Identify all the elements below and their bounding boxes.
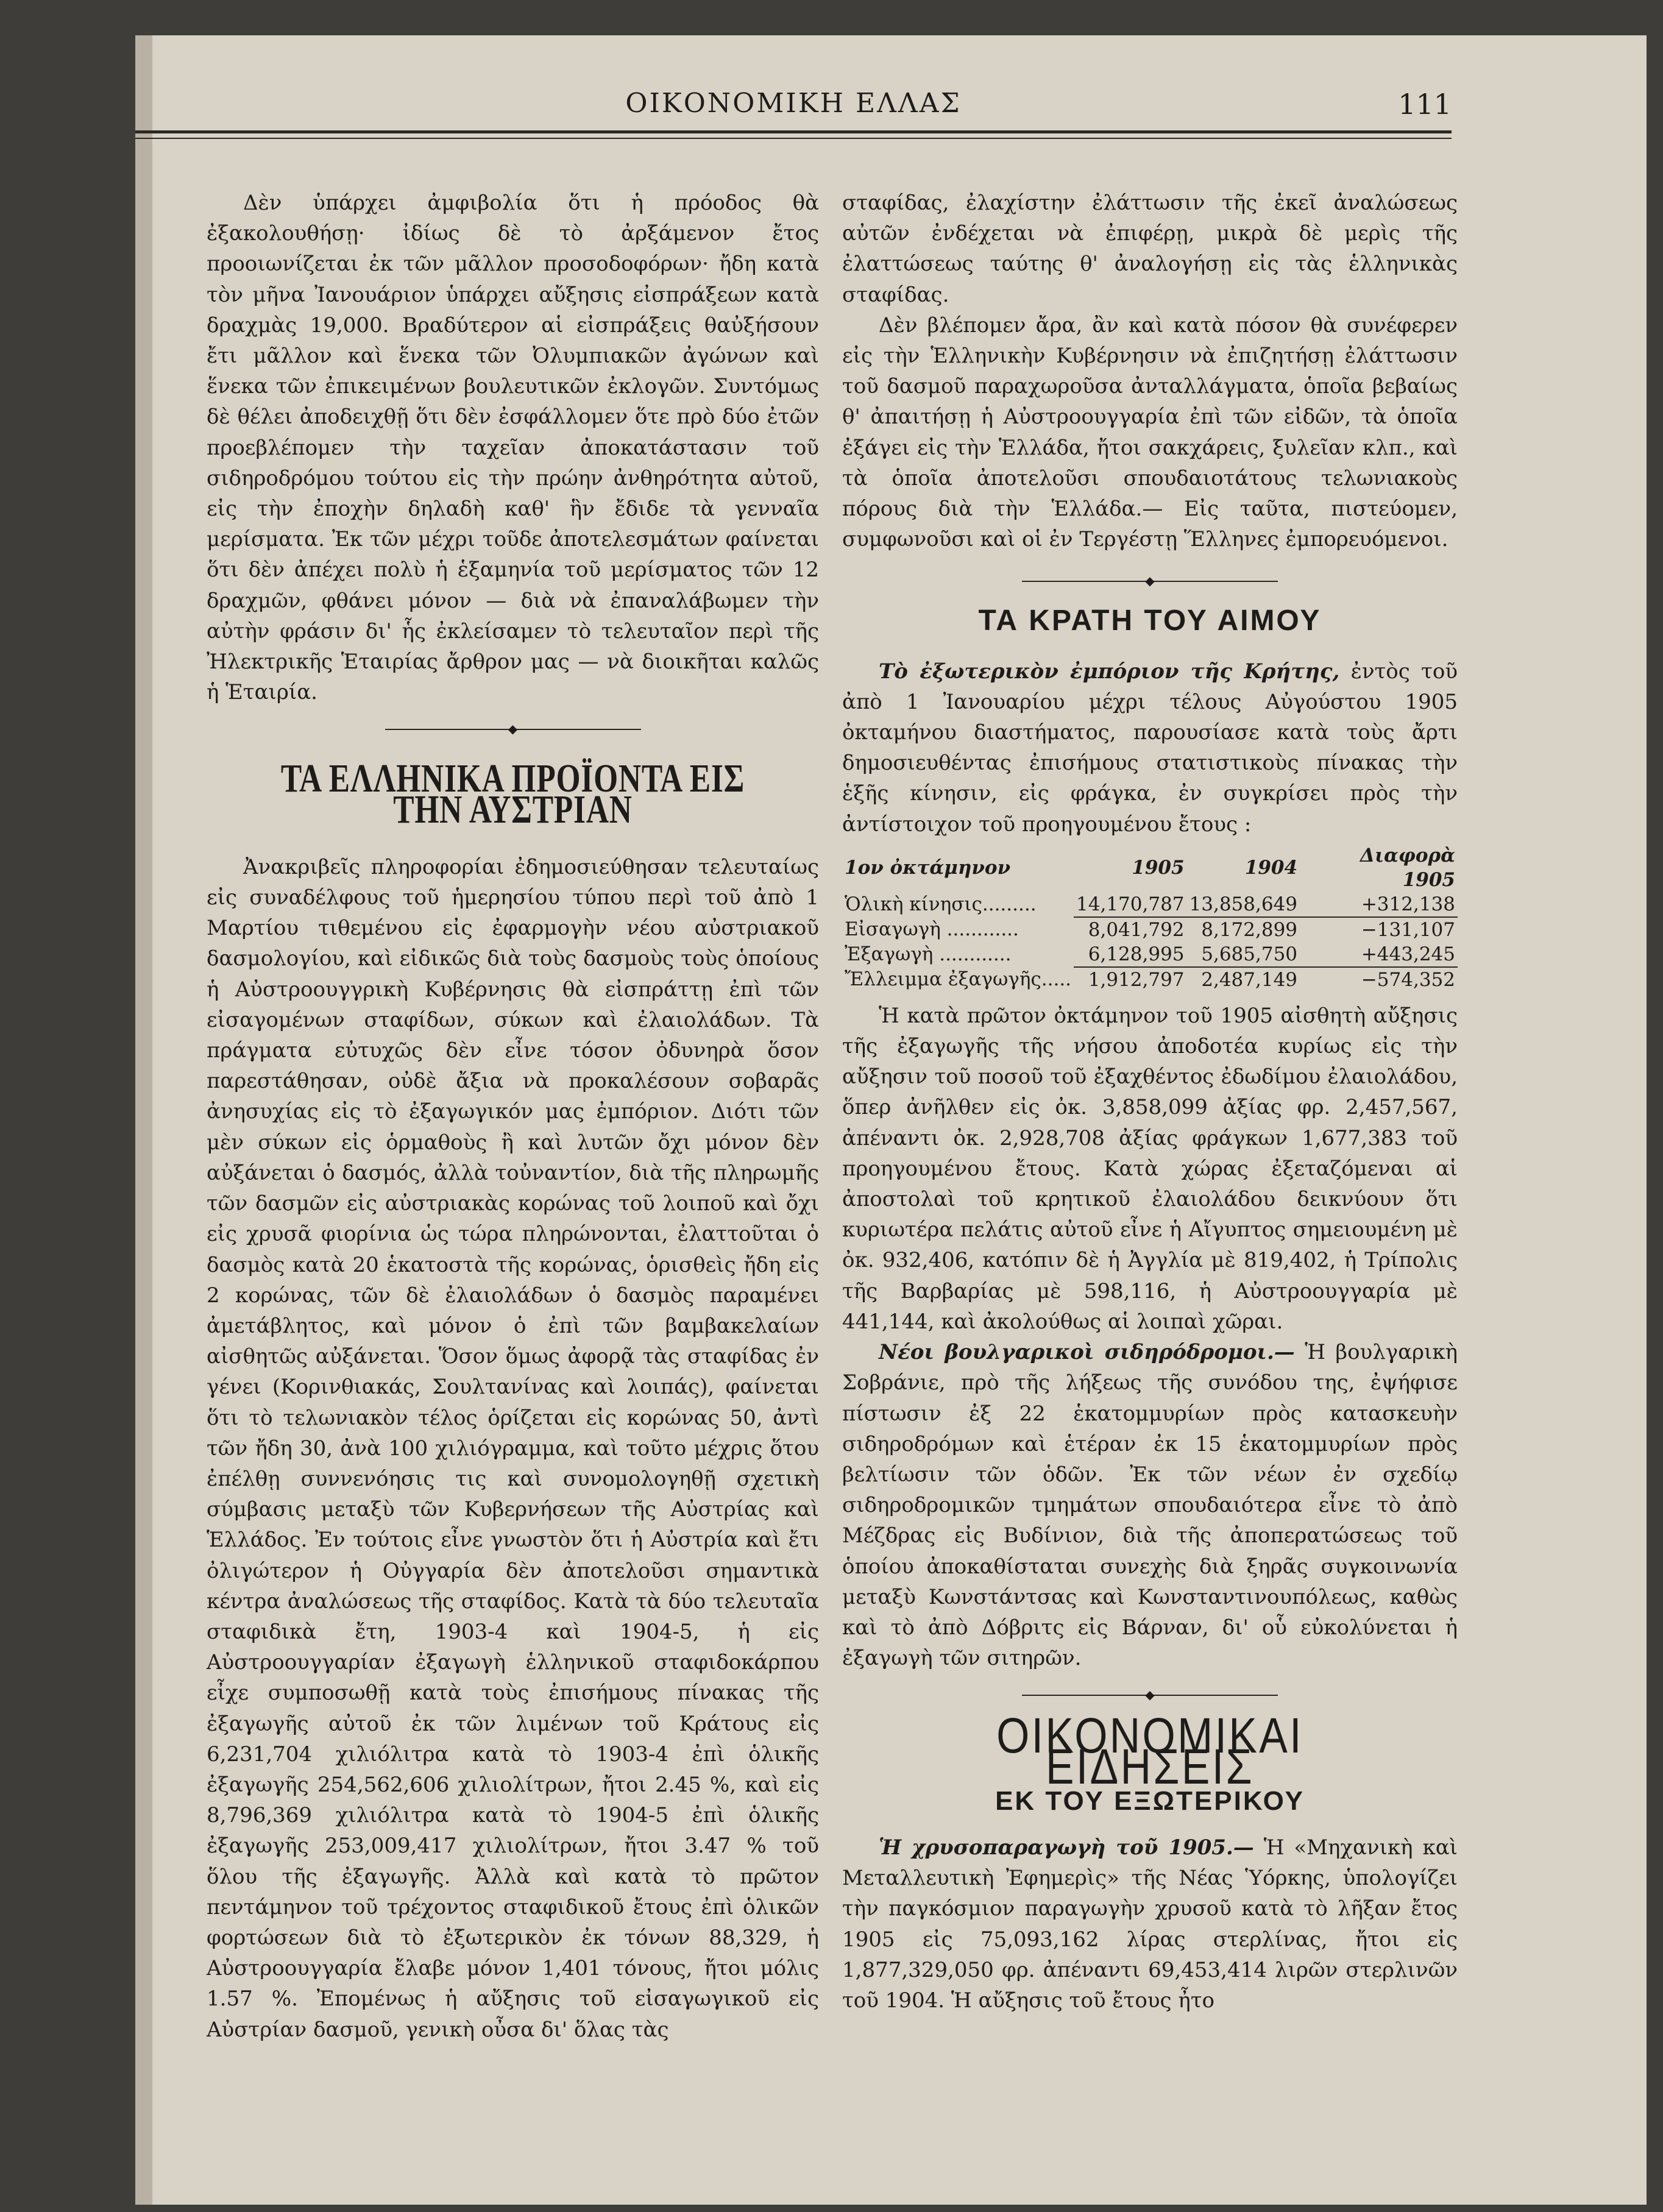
crete-paragraph: [842, 656, 1458, 840]
value-diff: −131,107: [1361, 918, 1455, 941]
table-header-cell: Διαφορὰ 1905: [1360, 844, 1455, 891]
row-label: Ὁλικὴ κίνησις.........: [845, 893, 1037, 916]
section-title-news: ΟΙΚΟΝΟΜΙΚΑΙ ΕΙΔΗΣΕΙΣ: [996, 1708, 1303, 1795]
right-column: [842, 188, 1458, 2016]
row-label: Ἐξαγωγὴ ............: [845, 943, 1012, 966]
table-row: [842, 967, 1458, 992]
table-row: [842, 942, 1458, 967]
bulgaria-paragraph: [842, 1337, 1458, 1673]
page-number: 111: [1398, 88, 1452, 121]
left-column: [207, 188, 819, 2045]
divider-ornament-icon: ◆: [1145, 573, 1155, 589]
table-header-cell: 1ον ὀκτάμηνον: [845, 856, 1011, 879]
austria-paragraph: Ἀνακριβεῖς πληροφορίαι ἐδημοσιεύθησαν τελευταίως εἰς συναδέλφους τοῦ ἡμερησίου τύπου περὶ τοῦ ἀπὸ 1 Μαρτίου τιθεμένου εἰς ἐφαρμογὴν νέου αὐστριακοῦ δασμολογίου, καὶ εἰδικῶς διὰ τοὺς δασμοὺς τοὺς ὁποίους ἡ Αὐστροουγγρικὴ Κυβέρνησις θὰ εἰσπράττῃ ἐπὶ τῶν εἰσαγομένων σταφίδων, σύκων καὶ ἐλαιολάδων. Τὰ πράγματα εὐτυχῶς δὲν εἶνε τόσον ὀδυνηρὰ ὅσον παρεστάθησαν, οὐδὲ ἄξια νὰ προκαλέσουν σοβαρᾶς ἀνησυχίας εἰς τὸ ἐξαγωγικόν μας ἐμπόριον. Διότι τῶν μὲν σύκων εἰς ὁρμαθοὺς ἢ καὶ λυτῶν ὄχι μόνον δὲν αὐξάνεται ὁ δασμός, ἀλλὰ τοὐναντίον, διὰ τῆς πληρωμῆς τῶν δασμῶν εἰς αὐστριακὰς κορώνας τοῦ λοιποῦ καὶ ὄχι εἰς χρυσᾶ φιορίνια ὡς τώρα πληρώνονται, ἐλαττοῦται ὁ δασμὸς κατὰ 20 ἑκατοστὰ τῆς κορώνας, ὁρισθεὶς ἤδη εἰς 2 κορώνας, τῶν δὲ ἐλαιολάδων ὁ δασμὸς παραμένει ἀμετάβλητος, καὶ μόνον ὁ ἐπὶ τῶν βαμβακελαίων αἰσθητῶς αὐξάνεται. Ὅσον ὅμως ἀφορᾷ τὰς σταφίδας ἐν γένει (Κορινθιακάς, Σουλτανίνας καὶ λοιπάς), φαίνεται ὅτι τὸ τελωνιακὸν τέλος ὁρίζεται εἰς κορώνας 50, ἀντὶ τῶν ἤδη 30, ἀνὰ 100 χιλιόγραμμα, καὶ τοῦτο μέχρις ὅτου ἐπέλθῃ συννενόησις τις καὶ συνομολογηθῇ σχετικὴ σύμβασις μεταξὺ τῶν Κυβερνήσεων τῆς Αὐστρίας καὶ Ἑλλάδος. Ἐν τούτοις εἶνε γνωστὸν ὅτι ἡ Αὐστρία καὶ ἔτι ὀλιγώτερον ἡ Οὐγγαρία δὲν ἀποτελοῦσι σημαντικὰ κέντρα ἀναλώσεως τῆς σταφίδος. Κατὰ τὰ δύο τελευταῖα σταφιδικὰ ἔτη, 1903-4 καὶ 1904-5, ἡ εἰς Αὐστροουγγαρίαν ἐξαγωγὴ ἑλληνικοῦ σταφιδοκάρπου εἶχε συμποσωθῇ κατὰ τοὺς ἐπισήμους πίνακας τῆς ἐξαγωγῆς αὐτοῦ ἐκ τῶν λιμένων τοῦ Κράτους εἰς 6,231,704 χιλιόλιτρα κατὰ τὸ 1903-4 ἐπὶ ὁλικῆς ἐξαγωγῆς 254,562,606 χιλιολίτρων, ἤτοι 2.45 %, καὶ εἰς 8,796,369 χιλιόλιτρα κατὰ τὸ 1904-5 ἐπὶ ὁλικῆς ἐξαγωγῆς 253,009,417 χιλιολίτρων, ἤτοι 3.47 % τοῦ ὅλου τῆς ἐξαγωγῆς. Ἀλλὰ καὶ κατὰ τὸ πρῶτον πεντάμηνον τοῦ τρέχοντος σταφιδικοῦ ἔτους ἐπὶ ὁλικῶν φορτώσεων διὰ τὸ ἐξωτερικὸν ἐκ τόνων 88,329, ἡ Αὐστροουγγαρία ἔλαβε μόνον 1,401 τόνους, ἤτοι μόλις 1.57 %. Ἐπομένως ἡ αὔξησις τοῦ εἰσαγωγικοῦ εἰς Αὐστρίαν δασμοῦ, γενικὴ οὖσα δι' ὅλας τὰς: [207, 854, 819, 2042]
section-subtitle-news: ΕΚ ΤΟΥ ΕΞΩΤΕΡΙΚΟΥ: [995, 1785, 1305, 1816]
crete-text: ἐντὸς τοῦ ἀπὸ 1 Ἰανουαρίου μέχρι τέλους Αὐγούστου 1905 ὀκταμήνου διαστήματος, παρουσίασε κατὰ τοὺς ἄρτι δημοσιευθέντας ἐπισήμους στατιστικοὺς πίνακας τὴν ἑξῆς κίνησιν, εἰς φράγκα, ἐν συγκρίσει πρὸς τὴν ἀντίστοιχον τοῦ προηγουμένου ἔτους :: [842, 659, 1458, 837]
crete-trade-table: [842, 843, 1458, 992]
running-title: ΟΙΚΟΝΟΜΙΚΗ ΕΛΛΑΣ: [625, 88, 962, 119]
divider-ornament-icon: ◆: [1145, 1687, 1155, 1703]
continuation-paragraph: σταφίδας, ἐλαχίστην ἐλάττωσιν τῆς ἐκεῖ ἀναλώσεως αὐτῶν ἐνδέχεται νὰ ἐπιφέρῃ, μικρὰ δὲ μερὶς τῆς ἐλαττώσεως ταύτης θ' ἀναλογήσῃ εἰς τὰς ἑλληνικὰς σταφίδας.: [842, 191, 1458, 307]
gold-paragraph: [842, 1832, 1458, 2016]
value-1905: 8,041,792: [1088, 918, 1185, 941]
journal-page: [135, 35, 1647, 2205]
value-diff: +443,245: [1300, 942, 1458, 967]
austria-paragraph-2: Δὲν βλέπομεν ἄρα, ἂν καὶ κατὰ πόσον θὰ συνέφερεν εἰς τὴν Ἑλληνικὴν Κυβέρνησιν νὰ ἐπιζητήσῃ ἐλάττωσιν τοῦ δασμοῦ παραχωροῦσα ἀνταλλάγματα, ὁποῖα βεβαίως θ' ἀπαιτήσῃ ἡ Αὐστροουγγαρία ἐπὶ τῶν εἰδῶν, τὰ ὁποῖα ἐξάγει εἰς τὴν Ἑλλάδα, ἤτοι σακχάρεις, ξυλεῖαν κλπ., καὶ τὰ ὁποῖα ἀποτελοῦσι σπουδαιοτάτους τελωνιακοὺς πόρους διὰ τὴν Ἑλλάδα.— Εἰς ταῦτα, πιστεύομεν, συμφωνοῦσι καὶ οἱ ἐν Τεργέστῃ Ἕλληνες ἐμπορευόμενοι.: [842, 313, 1458, 552]
value-1904: 2,487,149: [1201, 968, 1298, 991]
value-1904: 8,172,899: [1201, 918, 1298, 941]
table-header-cell: 1905: [1132, 856, 1185, 879]
crete-lead: Τὸ ἐξωτερικὸν ἐμπόριον τῆς Κρήτης,: [879, 659, 1340, 684]
intro-paragraph: Δὲν ὑπάρχει ἀμφιβολία ὅτι ἡ πρόοδος θὰ ἐξακολουθήσῃ· ἰδίως δὲ τὸ ἀρξάμενον ἔτος προοιωνίζεται ἐκ τῶν μᾶλλον προσοδοφόρων· ἤδη κατὰ τὸν μῆνα Ἰανουάριον ὑπάρχει αὔξησις εἰσπράξεων κατὰ δραχμὰς 19,000. Βραδύτερον αἱ εἰσπράξεις θαὐξήσουν ἔτι μᾶλλον καὶ ἕνεκα τῶν Ὀλυμπιακῶν ἀγώνων καὶ ἕνεκα τῶν ἐπικειμένων βουλευτικῶν ἐκλογῶν. Συντόμως δὲ θέλει ἀποδειχθῇ ὅτι δὲν ἐσφάλλομεν ὅτε πρὸ δύο ἐτῶν προεβλέπομεν τὴν ταχεῖαν ἀποκατάστασιν τοῦ σιδηροδρόμου τούτου εἰς τὴν πρώην ἀνθηρότητα αὐτοῦ, εἰς τὴν ἐποχὴν δηλαδὴ καθ' ἣν ἔδιδε τὰ γενναῖα μερίσματα. Ἐκ τῶν μέχρι τοῦδε ἀποτελεσμάτων φαίνεται ὅτι δὲν ἀπέχει πολὺ ἡ ἑξαμηνία τοῦ μερίσματος τῶν 12 δραχμῶν, φθάνει μόνον — διὰ νὰ ἐπαναλάβωμεν τὴν αὐτὴν φράσιν δι' ἧς ἐκλείσαμεν τὸ τελευταῖον περὶ τῆς Ἠλεκτρικῆς Ἑταιρίας ἄρθρον μας — νὰ διοικῆται καλῶς ἡ Ἑταιρία.: [207, 191, 819, 705]
table-header-cell: 1904: [1244, 856, 1298, 879]
value-diff: −574,352: [1361, 968, 1455, 991]
gold-text: Ἡ «Μηχανικὴ καὶ Μεταλλευτικὴ Ἐφημερὶς» τῆς Νέας Ὑόρκης, ὑπολογίζει τὴν παγκόσμιον παραγωγὴν χρυσοῦ κατὰ τὸ λῆξαν ἔτος 1905 εἰς 75,093,162 λίρας στερλίνας, ἤτοι εἰς 1,877,329,050 φρ. ἀπέναντι 69,453,414 λιρῶν στερλινῶν τοῦ 1904. Ἡ αὔξησις τοῦ ἔτους ἦτο: [842, 1835, 1458, 2013]
header-rule-thick: [135, 130, 1452, 133]
value-1905: 1,912,797: [1088, 968, 1185, 991]
value-1905: 6,128,995: [1074, 942, 1187, 967]
page-header: [135, 88, 1452, 143]
bulgaria-lead: Νέοι βουλγαρικοὶ σιδηρόδρομοι.—: [879, 1340, 1295, 1365]
section-divider: [842, 573, 1458, 589]
section-divider: [207, 721, 819, 737]
page-edge-shadow: [135, 35, 152, 2205]
crete-paragraph-2: Ἡ κατὰ πρῶτον ὀκτάμηνον τοῦ 1905 αἰσθητὴ αὔξησις τῆς ἐξαγωγῆς τῆς νήσου ἀποδοτέα κυρίως εἰς τὴν αὔξησιν τοῦ ποσοῦ τοῦ ἐξαχθέντος ἐδωδίμου ἐλαιολάδου, ὅπερ ἀνῆλθεν εἰς ὀκ. 3,858,099 ἀξίας φρ. 2,457,567, ἀπέναντι ὀκ. 2,928,708 ἀξίας φράγκων 1,677,383 τοῦ προηγουμένου ἔτους. Κατὰ χώρας ἐξεταζόμεναι αἱ ἀποστολαὶ τοῦ κρητικοῦ ἐλαιολάδου δεικνύουν ὅτι κυριωτέρα πελάτις αὐτοῦ εἶνε ἡ Αἴγυπτος σημειουμένη μὲ ὀκ. 932,406, κατόπιν δὲ ἡ Ἀγγλία μὲ 819,402, ἡ Τρίπολις τῆς Βαρβαρίας μὲ 598,116, ἡ Αὐστροουγγαρία μὲ 441,144, καὶ ἀκολούθως αἱ λοιπαὶ χῶραι.: [842, 1003, 1458, 1334]
table-row: [842, 892, 1458, 917]
section-title-austria: ΤΑ ΕΛΛΗΝΙΚΑ ΠΡΟΪΟΝΤΑ ΕΙΣ ΤΗΝ ΑΥΣΤΡΙΑΝ: [280, 756, 745, 832]
table-header-row: [842, 843, 1458, 892]
row-label: Ἔλλειμμα ἐξαγωγῆς.....: [845, 968, 1072, 991]
row-label: Εἰσαγωγὴ ............: [845, 918, 1019, 941]
section-divider: [842, 1687, 1458, 1703]
value-diff: +312,138: [1300, 892, 1458, 917]
divider-ornament-icon: ◆: [508, 721, 518, 737]
gold-lead: Ἡ χρυσοπαραγωγὴ τοῦ 1905.—: [879, 1835, 1254, 1860]
section-title-balkans: ΤΑ ΚΡΑΤΗ ΤΟΥ ΑΙΜΟΥ: [978, 604, 1322, 637]
value-1904: 5,685,750: [1187, 942, 1300, 967]
header-rule-thin: [135, 138, 1452, 139]
value-1905: 14,170,787: [1074, 892, 1187, 917]
value-1904: 13,858,649: [1187, 892, 1300, 917]
table-row: [842, 917, 1458, 942]
bulgaria-text: Ἡ βουλγαρικὴ Σοβράνιε, πρὸ τῆς λήξεως τῆς συνόδου της, ἐψήφισε πίστωσιν ἐξ 22 ἑκατομμυρίων πρὸς κατασκευὴν σιδηροδρόμων καὶ ἑτέραν ἐκ 15 ἑκατομμυρίων πρὸς βελτίωσιν τῶν ὁδῶν. Ἐκ τῶν νέων ἐν σχεδίῳ σιδηροδρομικῶν τμημάτων σπουδαιότερα εἶνε τὸ ἀπὸ Μέζδρας εἰς Βυδίνιον, διὰ τῆς ἀποπερατώσεως τοῦ ὁποίου ἀποκαθίσταται συνεχὴς διὰ ξηρᾶς συγκοινωνία μεταξὺ Κωνστάντσας καὶ Κωνσταντινουπόλεως, καθὼς καὶ τὸ ἀπὸ Δόβριτς εἰς Βάρναν, δι' οὗ εὐκολύνεται ἡ ἐξαγωγὴ τῶν σιτηρῶν.: [842, 1340, 1458, 1671]
